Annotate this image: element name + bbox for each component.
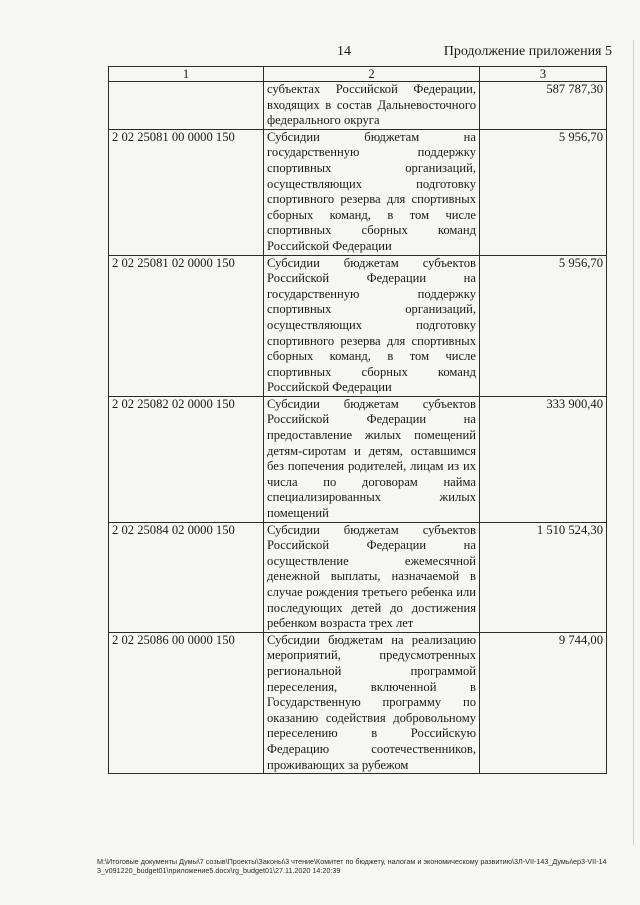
budget-description: Субсидии бюджетам субъектов Российской Федерации на предоставление жилых помещений детям-сиротам и детям, оставшимся без попечения родителей, лицам из их числа по договорам найма специализированных жилых помещений bbox=[264, 396, 480, 522]
budget-code: 2 02 25086 00 0000 150 bbox=[109, 632, 264, 773]
budget-amount: 333 900,40 bbox=[480, 396, 607, 522]
budget-amount: 1 510 524,30 bbox=[480, 522, 607, 632]
budget-amount: 5 956,70 bbox=[480, 129, 607, 255]
column-header-3: 3 bbox=[480, 67, 607, 82]
column-header-2: 2 bbox=[264, 67, 480, 82]
budget-description: Субсидии бюджетам на реализацию мероприятий, предусмотренных региональной программой переселения, включенной в Государственную программу по оказанию содействия добровольному переселению в Российскую Федерацию соотечественников, проживающих за рубежом bbox=[264, 632, 480, 773]
budget-table bbox=[108, 66, 607, 774]
budget-amount: 587 787,30 bbox=[480, 82, 607, 130]
budget-code: 2 02 25084 02 0000 150 bbox=[109, 522, 264, 632]
budget-code: 2 02 25082 02 0000 150 bbox=[109, 396, 264, 522]
budget-description: Субсидии бюджетам субъектов Российской Федерации на государственную поддержку спортивных организаций, осуществляющих подготовку спортивного резерва для спортивных сборных команд, в том числе спортивных сборных команд Российской Федерации bbox=[264, 255, 480, 396]
table-row bbox=[109, 632, 607, 773]
budget-description: субъектах Российской Федерации, входящих в состав Дальневосточного федерального округа bbox=[264, 82, 480, 130]
table-row bbox=[109, 396, 607, 522]
table-header-row bbox=[109, 67, 607, 82]
table-row bbox=[109, 255, 607, 396]
table-row bbox=[109, 82, 607, 130]
budget-amount: 9 744,00 bbox=[480, 632, 607, 773]
budget-description: Субсидии бюджетам на государственную поддержку спортивных организаций, осуществляющих подготовку спортивного резерва для спортивных сборных команд, в том числе спортивных сборных команд Российской Федерации bbox=[264, 129, 480, 255]
column-header-1: 1 bbox=[109, 67, 264, 82]
table-row bbox=[109, 129, 607, 255]
budget-code: 2 02 25081 00 0000 150 bbox=[109, 129, 264, 255]
budget-code bbox=[109, 82, 264, 130]
budget-amount: 5 956,70 bbox=[480, 255, 607, 396]
appendix-continuation-header: Продолжение приложения 5 bbox=[443, 44, 612, 59]
table-row bbox=[109, 522, 607, 632]
budget-description: Субсидии бюджетам субъектов Российской Федерации на осуществление ежемесячной денежной выплаты, назначаемой в случае рождения третьего ребенка или последующих детей до достижения ребенком возраста трех лет bbox=[264, 522, 480, 632]
document-file-path: M:\Итоговые документы Думы\7 созыв\Проекты\Законы\3 чтение\Комитет по бюджету, налогам и экономическому развитию\3Л-VII-143_Думы\ер3-VII-143_v091220_budget01\приложение5.docx\rg_budget01\27.11.2020 14:20:39 bbox=[97, 857, 607, 875]
budget-code: 2 02 25081 02 0000 150 bbox=[109, 255, 264, 396]
scan-margin-line bbox=[633, 40, 634, 845]
page-number: 14 bbox=[337, 44, 351, 59]
